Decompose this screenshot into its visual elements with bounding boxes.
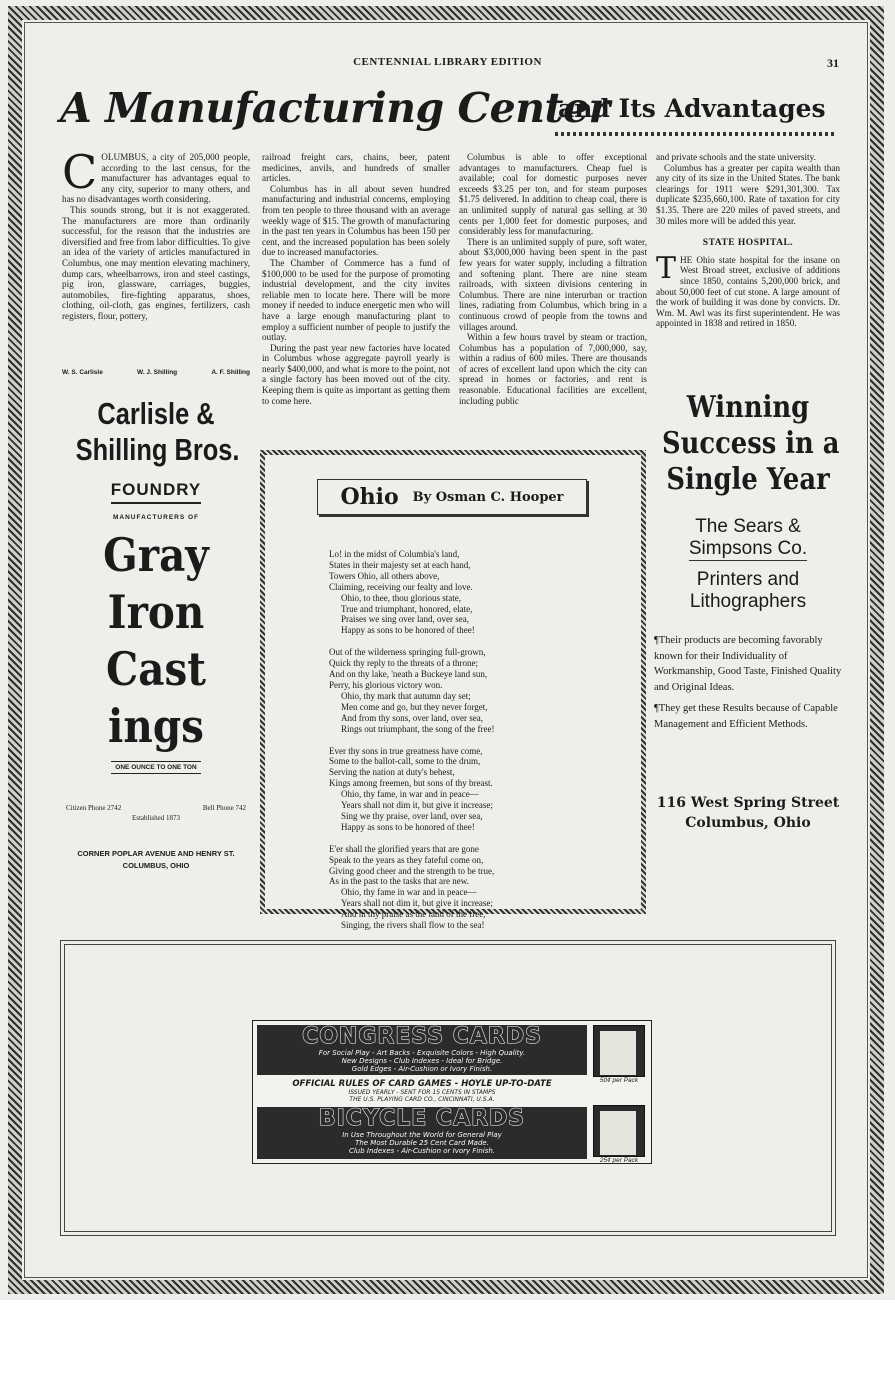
poem-title: Ohio [340,484,399,510]
partner-name: W. J. Shilling [137,369,178,376]
poem-line: Ohio, thy fame, in war and in peace— [341,789,479,800]
rules-line: OFFICIAL RULES OF CARD GAMES - HOYLE UP-TO-DATE [292,1079,552,1089]
established-year: Established 1873 [131,814,181,822]
firm-name-line: Carlisle & [97,396,215,431]
poem-line: Singing, the rivers shall flow to the sea! [341,920,485,931]
poem-line: And in thy praise as the land of the free, [341,909,486,920]
article-paragraph: Columbus is able to offer exceptional advantages to manufacturers. Cheap fuel is available; coal for domestic purposes never exceeds $3.25 per ton, and for steam purposes $1.75 delivered. In addition to cheap coal, there is an unlimited supply of natural gas selling at 30 cents per 1,000 feet for domestic purposes, and considerably less for manufacturing. [459,152,647,237]
ad-headline-line: Success in a [662,426,840,461]
services-line: Lithographers [689,591,807,612]
firm-name-line: Shilling Bros. [75,432,240,467]
rules-line: ISSUED YEARLY - SENT FOR 15 CENTS IN STAMPS [348,1089,496,1096]
poem-line: Sing we thy praise, over land, over sea, [341,810,483,821]
congress-line: New Designs - Club Indexes - Ideal for Bridge. [341,1057,503,1065]
article-paragraph: The Chamber of Commerce has a fund of $100,000 to be used for the purpose of promoting industrial development, and the city invites reliable men to locate here. There will be more money if needed to induce energetic men who will have a large enough manufacturing plant to employ a sufficient number of people to justify the outlay. [262,257,450,343]
company-name-line: The Sears & [695,516,801,537]
foundry-address [58,848,254,872]
poem-line: Perry, his glorious victory won. [329,679,443,690]
paragraph-text: HE Ohio state hospital for the insane on West Broad street, exclusive of additions since 1850, contains 5,200,000 brick, and about 50,000 feet of cut stone. A large amount of the work of building it was done by convicts. Dr. Wm. M. Awl was its first superintendent. He was appointed in 1838 and retired in 1850. [656,254,840,329]
poem-stanza [329,844,629,888]
product-line: Gray [103,528,209,582]
playing-cards-advertisement [252,1020,652,1164]
address-line: 116 West Spring Street [656,794,840,811]
congress-cards-band [257,1025,587,1075]
address-line: COLUMBUS, OHIO [122,861,190,870]
poem-stanza [329,887,629,931]
poem-stanza [329,789,629,833]
manufacturers-of-label: MANUFACTURERS OF [112,514,200,521]
poem-line: Rings out triumphant, the song of the free! [341,723,495,734]
poem-title-box [317,479,587,515]
poem-stanza [329,647,629,691]
poem-line: Happy as sons to be honored of thee! [341,625,475,636]
poem-line: Ohio, to thee, thou glorious state, [341,592,461,603]
poem-line: Years shall not dim it, but give it increase; [341,898,493,909]
product-line: Iron [107,585,205,639]
poem-text [329,549,629,942]
poem-line: And from thy sons, over land, over sea, [341,712,483,723]
poem-line: States in their majesty set at each hand, [329,559,471,570]
poem-byline: By Osman C. Hooper [412,489,564,505]
paragraph-text: OLUMBUS, a city of 205,000 people, according to the last census, for the manufacturer has advantages equal to any city, superior to many others, and has no disadvantages worth considering. [62,152,250,205]
poem-line: Happy as sons to be honored of thee! [341,821,475,832]
ad-headline-line: Single Year [666,462,830,497]
article-paragraph: There is an unlimited supply of pure, soft water, about $3,000,000 having been spent in the past few years for water supply, including a filtration and softening plant. There are nine steam railroads, with sixteen divisions centering in Columbus. There are nine interurban or traction lines, radiating from Columbus, which bring in a continuous crowd of people from the towns and villages around. [459,236,647,332]
citizen-phone: Citizen Phone 2742 [66,804,122,812]
poem-box [260,450,646,931]
poem-line: As in the past to the tasks that are new. [329,876,469,887]
poem-line: Lo! in the midst of Columbia's land, [329,549,460,559]
congress-card-pack-icon [593,1025,645,1077]
article-paragraph: This sounds strong, but it is not exaggerated. The manufacturers are more than ordinarily successful, for the reason that the industries are diversified and free from labor difficulties. To give an idea of the variety of articles manufactured in Columbus, one may mention elevating machinery, dump cars, wheelbarrows, iron and steel castings, pig iron, glassware, carriages, buggies, automobiles, fire-fighting apparatus, shoes, clothing, oil-cloth, gas engines, fertilizers, cash registers, flour, pottery, [62,204,250,321]
article-paragraph: railroad freight cars, chains, beer, patent medicines, anvils, and hundreds of smaller articles. [262,152,450,184]
bell-phone: Bell Phone 742 [202,804,246,812]
poem-line: Years shall not dim it, but give it increase; [341,800,493,811]
printers-address [648,793,848,833]
poem-stanza [329,549,629,593]
printers-advertisement [648,390,848,833]
bicycle-cards-title: BICYCLE CARDS [318,1106,526,1131]
address-line: CORNER POPLAR AVENUE AND HENRY ST. [77,849,235,858]
edition-header: CENTENNIAL LIBRARY EDITION [353,56,542,68]
drop-cap: C [62,145,98,199]
congress-line: Gold Edges - Air-Cushion or Ivory Finish. [351,1065,493,1073]
poem-line: True and triumphant, honored, elate, [341,603,473,614]
ad-body [654,633,842,733]
congress-price: 50¢ per Pack [599,1077,639,1084]
product-line: ings [108,699,204,753]
poem-line: Serving the nation at duty's behest, [329,767,455,778]
bicycle-cards-band [257,1107,587,1159]
image-margin [0,1300,895,1390]
partner-name: A. F. Shilling [211,369,250,376]
poem-line: E'er shall the glorified years that are gone [329,843,479,854]
poem-line: Claiming, receiving our fealty and love. [329,581,473,592]
foundry-slogan: ONE OUNCE TO ONE TON [111,761,200,774]
rules-line: THE U.S. PLAYING CARD CO., CINCINNATI, U.S.A. [349,1096,495,1103]
poem-line: Ever thy sons in true greatness have come, [329,745,483,756]
article-paragraph: and private schools and the state university. [656,152,816,162]
poem-line: Kings among freemen, but sons of thy breast. [329,778,493,789]
article-paragraph: Columbus has in all about seven hundred manufacturing and industrial concerns, employing from ten people to three thousand with an average weekly wage of $15. The growth of manufacturing in the past ten years in Columbus has been 150 per cent, and the increased population has been solely due to increased manufactories. [262,183,450,258]
services-line: Printers and [696,569,800,590]
article-paragraph [62,145,250,205]
poem-line: Out of the wilderness springing full-grown, [329,647,486,658]
paragraph-mark-icon: ¶ [654,635,659,646]
paragraph-text: They get these Results because of Capable Management and Efficient Methods. [654,703,838,730]
state-hospital-paragraph [656,250,840,329]
bicycle-line: In Use Throughout the World for General Play [342,1131,502,1139]
ad-headline-line: Winning [686,390,810,425]
article-column-3 [459,152,647,406]
article-paragraph: Within a few hours travel by steam or traction, Columbus has a population of 7,000,000, say, within a radius of 600 miles. There are thousands of acres of excellent land upon which the city can spread in homes or factories, and rent is reasonable. Educational facilities are excellent, including public [459,332,647,406]
page-number: 31 [827,56,839,70]
bicycle-card-pack-icon [593,1105,645,1157]
partner-name: W. S. Carlisle [62,369,103,376]
headline-sub: and Its Advantages [558,94,826,123]
poem-line: Ohio, thy fame in war and in peace— [341,887,477,898]
paragraph-text: Their products are becoming favorably known for their Individuality of Workmanship, Good Taste, Finished Quality and Original Ideas. [654,635,842,693]
poem-line: And on thy lake, 'neath a Buckeye land sun, [329,669,488,680]
bicycle-line: Club Indexes - Air-Cushion or Ivory Finish. [348,1147,496,1155]
article-paragraph: During the past year new factories have located in Columbus whose aggregate payroll yearly is nearly $400,000, and what is more to the point, not a single factory has been moved out of the city. Keeping them is quite as important as getting them to come here. [262,342,450,406]
headline-main: A Manufacturing Center [60,84,610,132]
company-services [648,569,848,613]
poem-line: Towers Ohio, all others above, [329,570,440,581]
address-line: Columbus, Ohio [685,814,811,831]
partner-names [62,369,250,376]
phone-numbers [66,804,246,812]
headline-underline [555,132,835,136]
bicycle-line: The Most Durable 25 Cent Card Made. [355,1139,489,1147]
official-rules [257,1079,587,1103]
company-name [648,516,848,561]
poem-line: Speak to the years as they fateful come on, [329,854,484,865]
foundry-advertisement [58,396,254,872]
poem-line: Men come and go, but they never forget, [341,701,488,712]
product-name [70,527,242,755]
drop-cap: T [656,250,677,286]
congress-line: For Social Play - Art Backs - Exquisite Colors - High Quality. [318,1049,526,1057]
article-column-2 [262,152,450,406]
article-paragraph: Columbus has a greater per capita wealth than any city of its size in the United States. The bank clearings for 1911 were $291,301,300. Tax duplicate $235,660,100. Rate of taxation for city $1.35. There are 220 miles of paved streets, and 30 miles more will be added this year. [656,162,840,226]
paragraph-mark-icon: ¶ [654,703,659,715]
congress-cards-title: CONGRESS CARDS [302,1024,542,1049]
poem-line: Some to the ballot-call, some to the drum, [329,756,481,767]
product-line: Cast [106,642,206,696]
article-column-1 [62,145,250,322]
poem-stanza [329,746,629,790]
poem-stanza [329,691,629,735]
company-name-line: Simpsons Co. [688,538,808,559]
foundry-label: FOUNDRY [111,480,201,504]
ad-paragraph [654,633,842,695]
poem-line: Quick thy reply to the threats of a throne; [329,658,478,669]
ad-paragraph [654,701,842,732]
poem-line: Giving good cheer and the strength to be true, [329,865,495,876]
article-column-4 [656,152,840,329]
poem-line: Ohio, thy mark that autumn day set; [341,690,471,701]
bicycle-price: 25¢ per Pack [599,1157,639,1164]
poem-stanza [329,593,629,637]
headline [60,78,840,138]
poem-line: Praises we sing over land, over sea, [341,614,469,625]
state-hospital-heading: STATE HOSPITAL. [702,238,794,249]
